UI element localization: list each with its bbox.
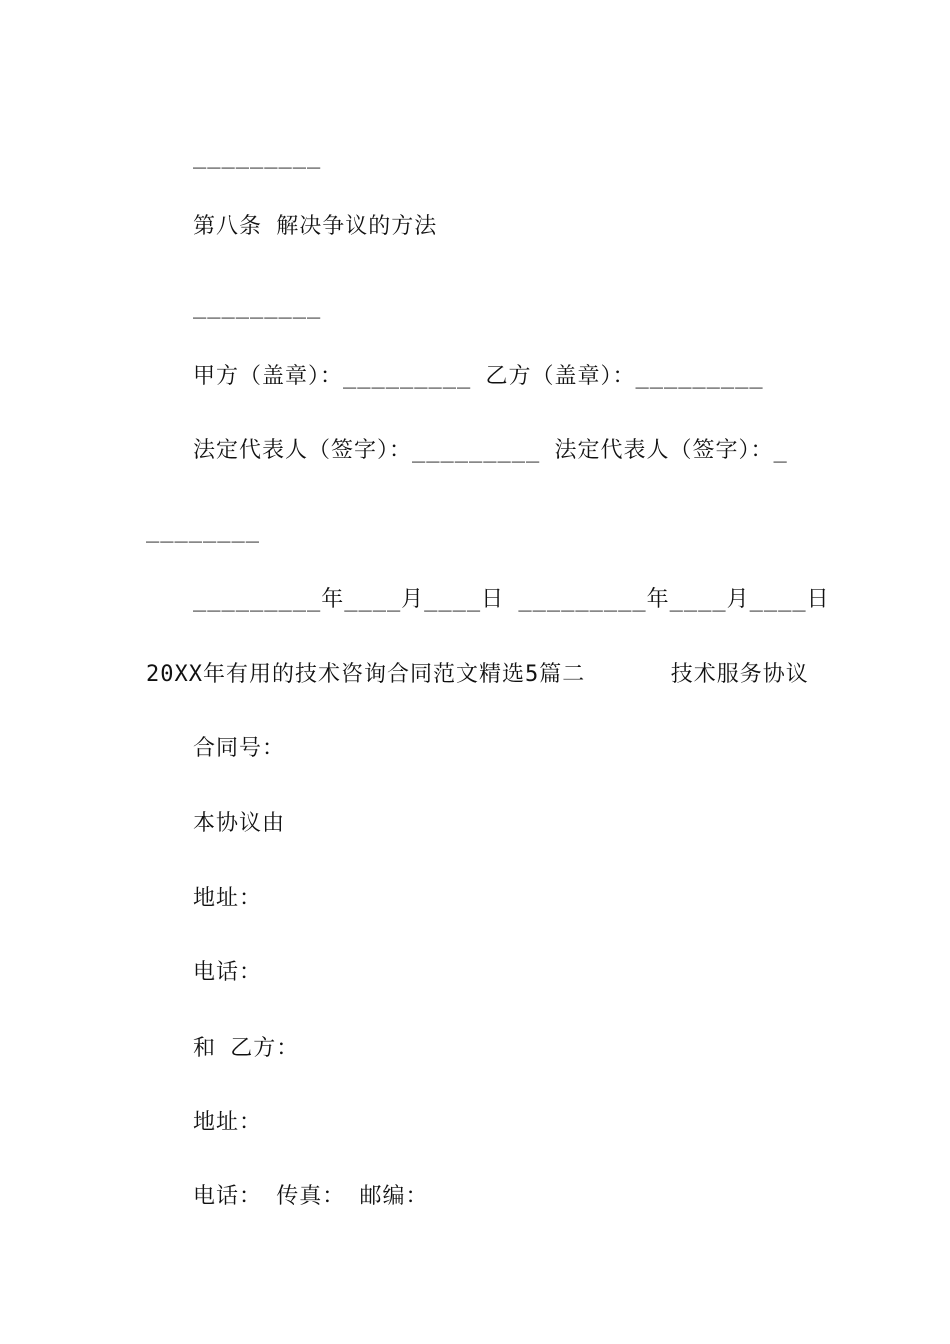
address-field: 地址： [193,1110,263,1135]
contract-number-field: 合同号： [193,736,286,761]
blank-line-continuation: ________ [146,518,260,543]
agreement-intro: 本协议由 [193,811,286,836]
date-line: _________年____月____日 _________年____月____日 [193,587,830,612]
blank-line: _________ [193,294,322,319]
party-seal-line: 甲方（盖章）：_________ 乙方（盖章）：_________ [193,364,764,389]
contact-fields: 电话： 传真： 邮编： [193,1184,429,1209]
article-eight-heading: 第八条 解决争议的方法 [193,214,438,239]
phone-field: 电话： [193,960,263,985]
party-b-field: 和 乙方： [193,1036,300,1061]
section-title: 20XX年有用的技术咨询合同范文精选5篇二 技术服务协议 [146,662,809,687]
legal-representative-line: 法定代表人（签字）：_________ 法定代表人（签字）：_ [193,438,788,463]
blank-line: _________ [193,144,322,169]
address-field: 地址： [193,886,263,911]
